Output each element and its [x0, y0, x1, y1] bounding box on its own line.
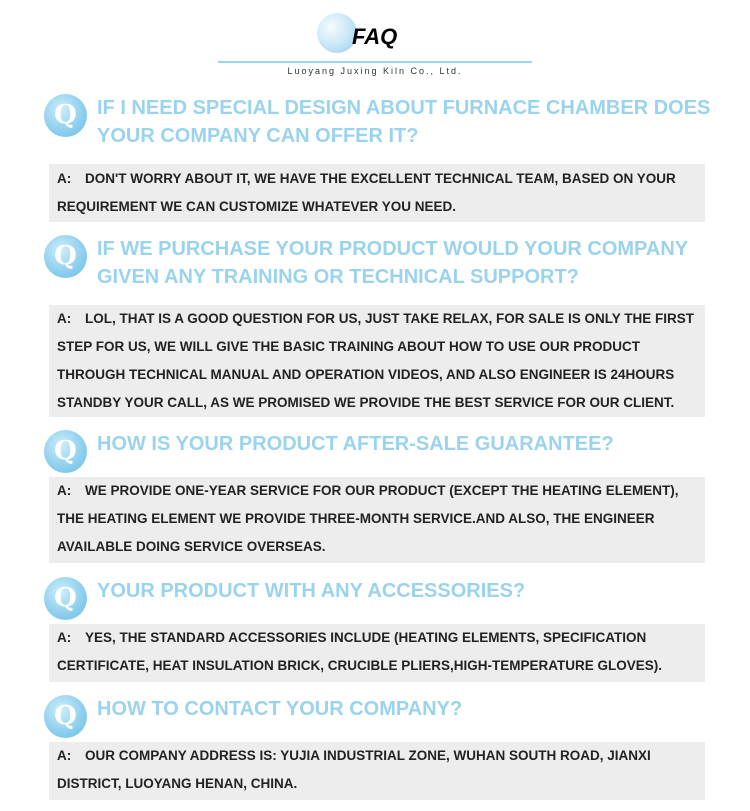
answer-text: DON'T WORRY ABOUT IT, WE HAVE THE EXCELLENT TECHNICAL TEAM, BASED ON YOUR REQUIREMENT WE CAN CUSTOMIZE WHATEVER YOU NEED. — [57, 171, 676, 214]
answer-text: WE PROVIDE ONE-YEAR SERVICE FOR OUR PRODUCT (EXCEPT THE HEATING ELEMENT), THE HEATING ELEMENT WE PROVIDE THREE-MONTH SERVICE.AND ALSO, THE ENGINEER AVAILABLE DOING SERVICE OVERSEAS. — [57, 483, 679, 554]
faq-header — [0, 0, 750, 92]
faq-item — [0, 92, 750, 214]
faq-item — [0, 693, 750, 791]
faq-item — [0, 428, 750, 554]
answer-box — [49, 477, 705, 563]
question-badge-icon: Q — [44, 577, 87, 620]
question-text: IF I NEED SPECIAL DESIGN ABOUT FURNACE CHAMBER DOES YOUR COMPANY CAN OFFER IT? — [97, 97, 711, 147]
question-badge-icon: Q — [44, 235, 87, 278]
faq-item — [0, 575, 750, 673]
question-text: HOW TO CONTACT YOUR COMPANY? — [97, 698, 463, 720]
answer-box — [49, 624, 705, 682]
question-badge-icon: Q — [44, 695, 87, 738]
answer-prefix: A: — [57, 311, 72, 326]
answer-prefix: A: — [57, 630, 72, 645]
question-badge-icon: Q — [44, 430, 87, 473]
header-divider — [218, 61, 532, 63]
question-badge-icon: Q — [44, 94, 87, 137]
answer-text: OUR COMPANY ADDRESS IS: YUJIA INDUSTRIAL ZONE, WUHAN SOUTH ROAD, JIANXI DISTRICT, LUOYANG HENAN, CHINA. — [57, 748, 651, 791]
answer-prefix: A: — [57, 171, 72, 186]
question-text: HOW IS YOUR PRODUCT AFTER-SALE GUARANTEE? — [97, 433, 614, 455]
question-text: YOUR PRODUCT WITH ANY ACCESSORIES? — [97, 580, 526, 602]
answer-box — [49, 164, 705, 222]
company-name: Luoyang Juxing Kiln Co., Ltd. — [287, 66, 463, 76]
answer-box — [49, 742, 705, 800]
answer-box — [49, 305, 705, 417]
header-circle-decoration — [317, 13, 357, 53]
page-title: FAQ — [352, 24, 398, 49]
answer-prefix: A: — [57, 483, 72, 498]
answer-text: YES, THE STANDARD ACCESSORIES INCLUDE (HEATING ELEMENTS, SPECIFICATION CERTIFICATE, HEAT INSULATION BRICK, CRUCIBLE PLIERS,HIGH-TEMPERATURE GLOVES). — [57, 630, 663, 673]
answer-prefix: A: — [57, 748, 72, 763]
faq-item — [0, 233, 750, 410]
question-text: IF WE PURCHASE YOUR PRODUCT WOULD YOUR COMPANY GIVEN ANY TRAINING OR TECHNICAL SUPPORT? — [97, 238, 688, 288]
answer-text: LOL, THAT IS A GOOD QUESTION FOR US, JUST TAKE RELAX, FOR SALE IS ONLY THE FIRST STEP FOR US, WE WILL GIVE THE BASIC TRAINING ABOUT HOW TO USE OUR PRODUCT THROUGH TECHNICAL MANUAL AND OPERATION VIDEOS, AND ALSO ENGINEER IS 24HOURS STANDBY YOUR CALL, AS WE PROMISED WE PROVIDE THE BEST SERVICE FOR OUR CLIENT. — [57, 311, 695, 410]
